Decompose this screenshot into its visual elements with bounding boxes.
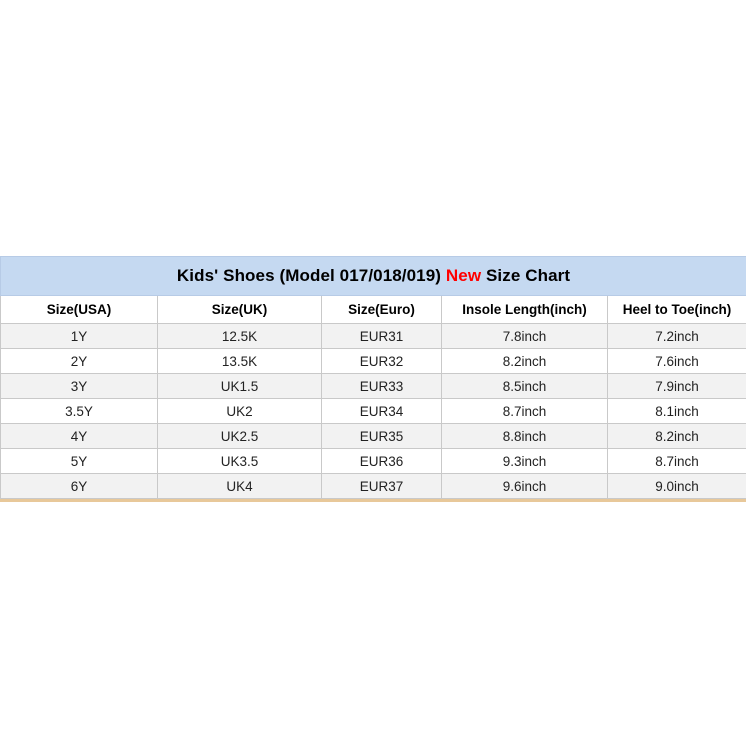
table-row xyxy=(1,374,746,399)
table-cell: 7.6inch xyxy=(608,349,746,374)
table-cell: 8.8inch xyxy=(442,424,608,449)
table-cell: 8.2inch xyxy=(608,424,746,449)
table-cell: 6Y xyxy=(1,474,158,499)
table-cell: 8.2inch xyxy=(442,349,608,374)
table-row xyxy=(1,349,746,374)
table-row xyxy=(1,399,746,424)
table-cell: 7.9inch xyxy=(608,374,746,399)
table-cell: 9.6inch xyxy=(442,474,608,499)
table-cell: 3Y xyxy=(1,374,158,399)
bottom-accent-line xyxy=(0,499,746,502)
size-chart-container xyxy=(0,256,746,499)
table-cell: EUR34 xyxy=(322,399,442,424)
table-cell: 7.2inch xyxy=(608,324,746,349)
table-cell: 7.8inch xyxy=(442,324,608,349)
title-highlight-new: New xyxy=(445,266,482,285)
table-cell: 1Y xyxy=(1,324,158,349)
table-cell: 3.5Y xyxy=(1,399,158,424)
table-cell: 8.7inch xyxy=(608,449,746,474)
title-text-after: Size Chart xyxy=(481,266,571,285)
table-cell: 9.0inch xyxy=(608,474,746,499)
title-text-before: Kids' Shoes (Model 017/018/019) xyxy=(176,266,446,285)
table-cell: 8.1inch xyxy=(608,399,746,424)
table-cell: UK2.5 xyxy=(158,424,322,449)
table-cell: 2Y xyxy=(1,349,158,374)
table-cell: EUR33 xyxy=(322,374,442,399)
table-cell: UK3.5 xyxy=(158,449,322,474)
column-header: Heel to Toe(inch) xyxy=(608,296,746,324)
title-row xyxy=(1,257,746,296)
table-cell: EUR36 xyxy=(322,449,442,474)
chart-title xyxy=(1,257,746,296)
table-cell: 13.5K xyxy=(158,349,322,374)
table-cell: UK2 xyxy=(158,399,322,424)
table-row xyxy=(1,324,746,349)
table-cell: 9.3inch xyxy=(442,449,608,474)
column-header: Size(Euro) xyxy=(322,296,442,324)
table-cell: 4Y xyxy=(1,424,158,449)
table-cell: UK4 xyxy=(158,474,322,499)
table-row xyxy=(1,474,746,499)
column-header: Size(UK) xyxy=(158,296,322,324)
size-chart-table xyxy=(0,256,746,499)
column-header: Size(USA) xyxy=(1,296,158,324)
table-header-row xyxy=(1,296,746,324)
table-cell: 8.7inch xyxy=(442,399,608,424)
table-cell: 5Y xyxy=(1,449,158,474)
table-cell: EUR37 xyxy=(322,474,442,499)
table-cell: 8.5inch xyxy=(442,374,608,399)
table-cell: EUR31 xyxy=(322,324,442,349)
table-row xyxy=(1,449,746,474)
table-cell: EUR35 xyxy=(322,424,442,449)
table-cell: 12.5K xyxy=(158,324,322,349)
column-header: Insole Length(inch) xyxy=(442,296,608,324)
table-cell: UK1.5 xyxy=(158,374,322,399)
table-cell: EUR32 xyxy=(322,349,442,374)
table-row xyxy=(1,424,746,449)
